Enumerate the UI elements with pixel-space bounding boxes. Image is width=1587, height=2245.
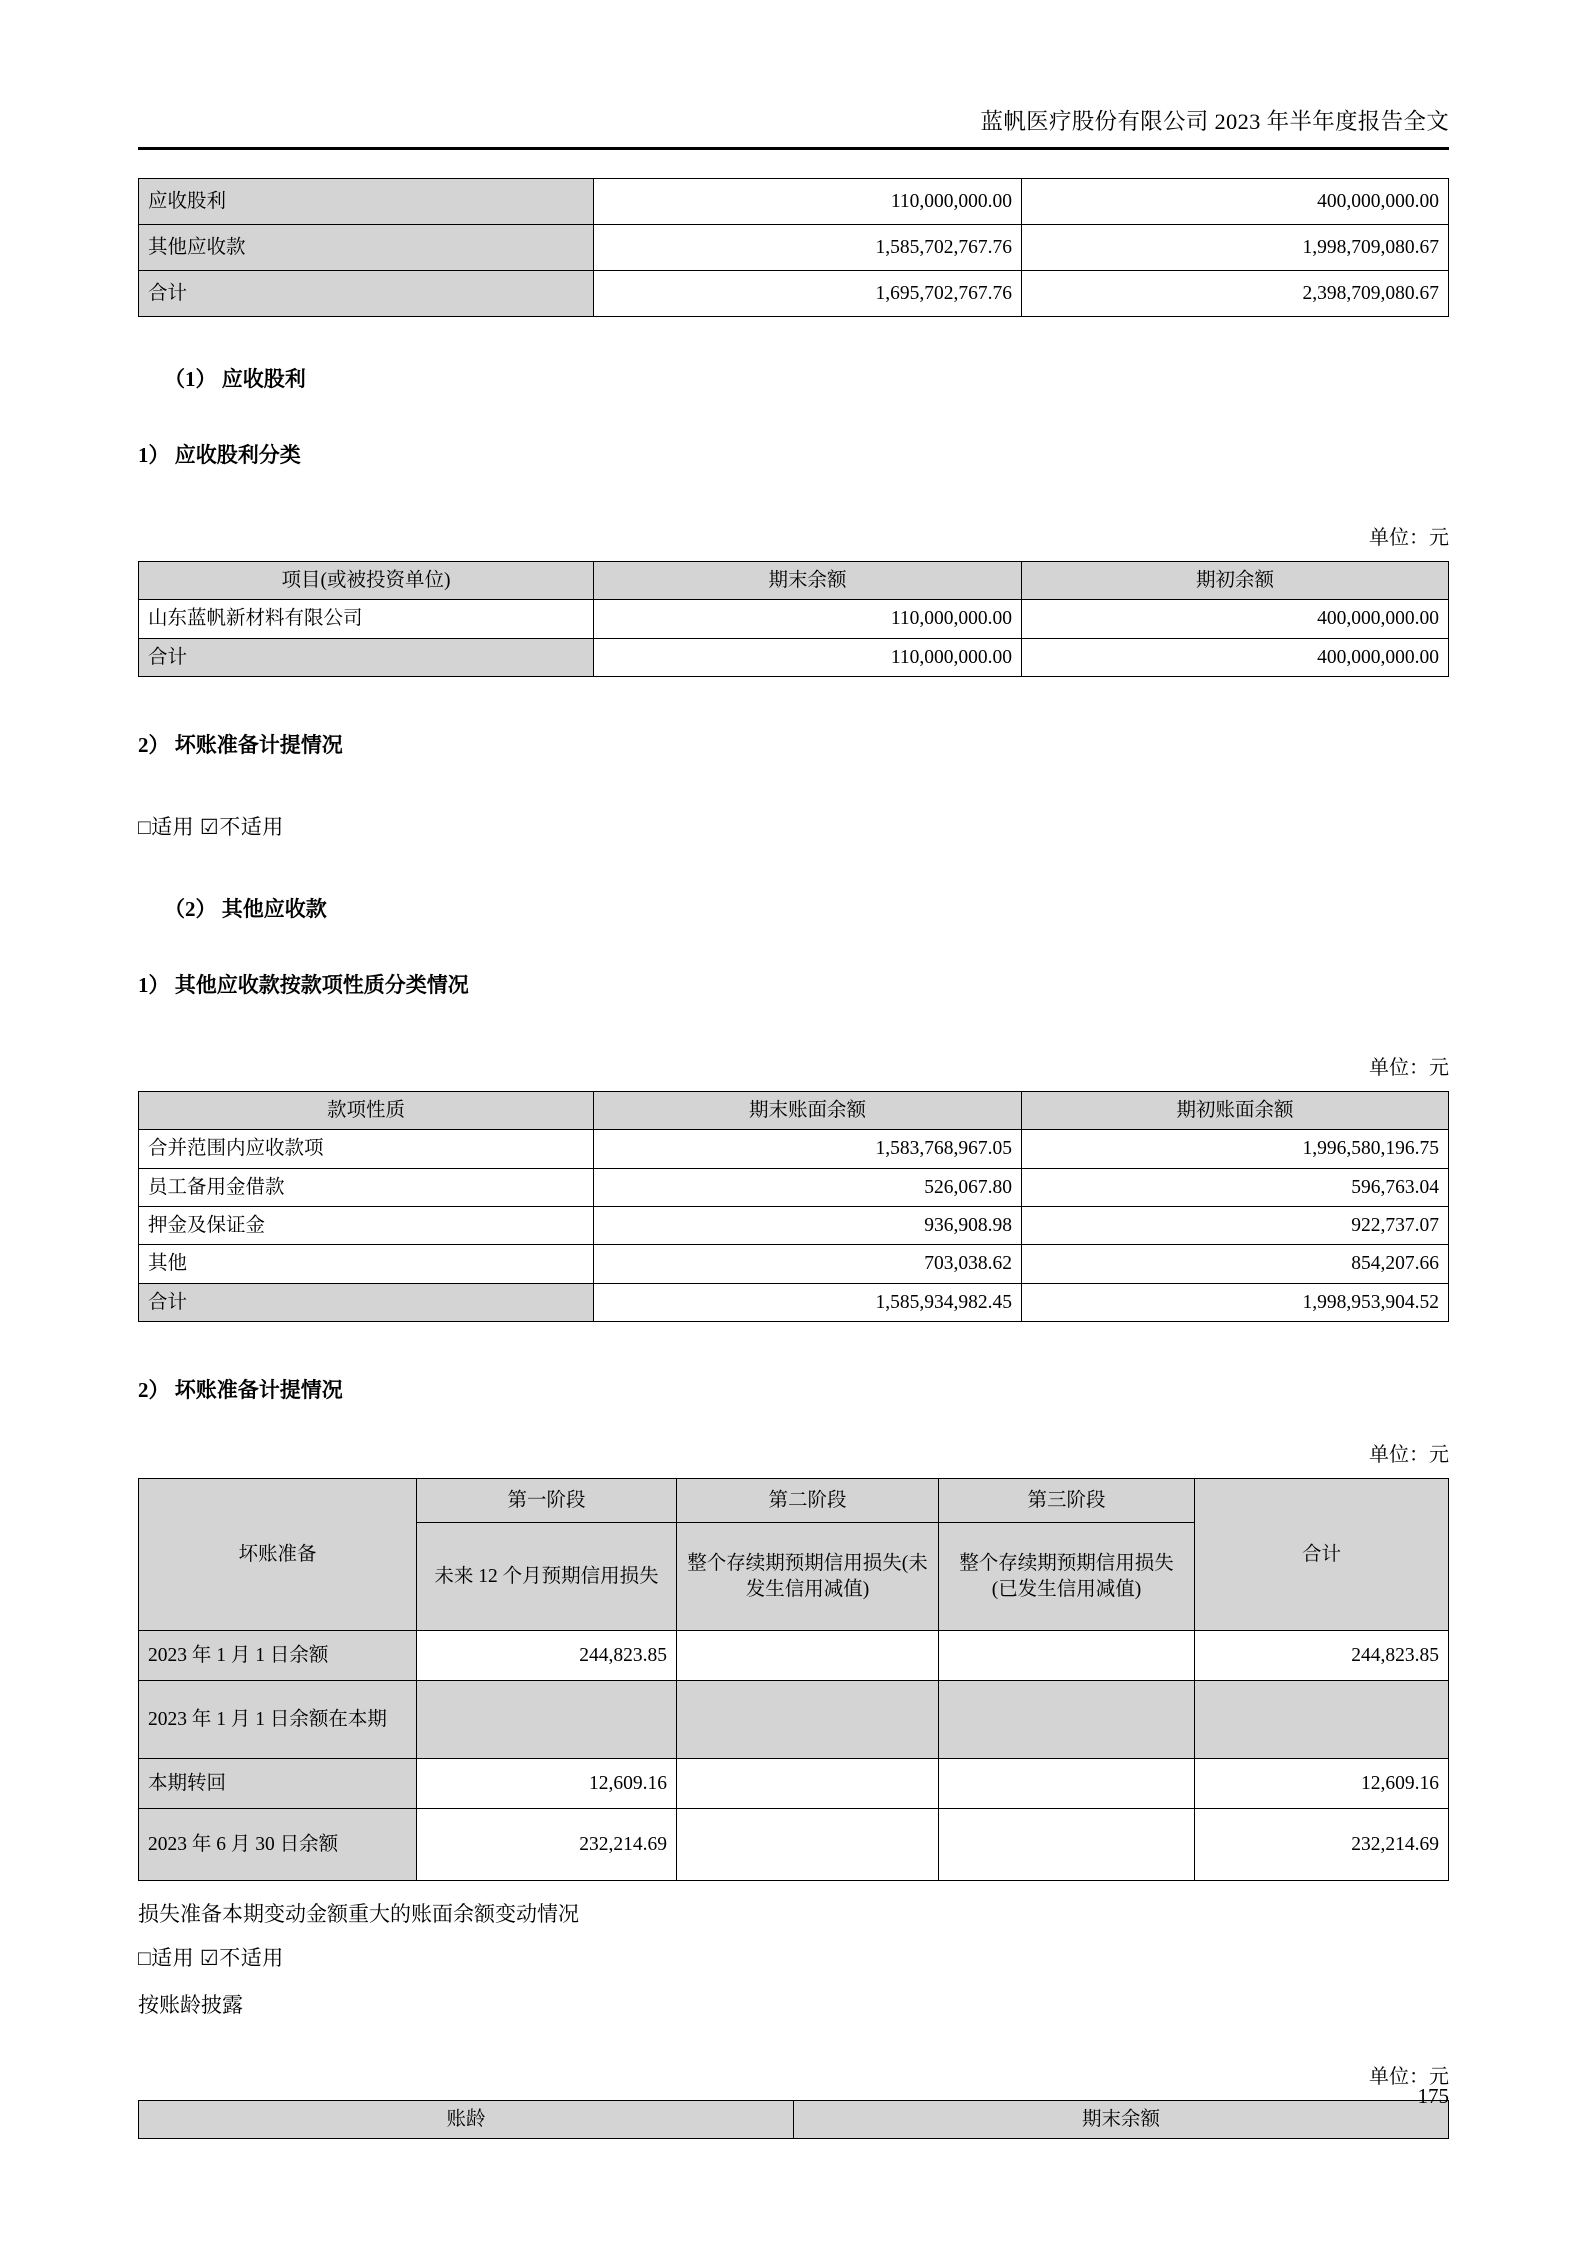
col-header-stage-3: 第三阶段 <box>939 1479 1195 1523</box>
cell-ending-balance: 1,585,934,982.45 <box>594 1283 1022 1321</box>
table-header-row <box>139 1092 1449 1130</box>
table-receivables-continuation <box>138 178 1449 317</box>
cell-ending-balance: 703,038.62 <box>594 1245 1022 1283</box>
cell-stage-2 <box>677 1681 939 1759</box>
running-header: 蓝帆医疗股份有限公司 2023 年半年度报告全文 <box>980 109 1449 134</box>
page-content <box>138 0 1449 2139</box>
page-number: 175 <box>1417 2084 1449 2108</box>
col-header-stage-2: 第二阶段 <box>677 1479 939 1523</box>
cell-ending-balance: 1,695,702,767.76 <box>594 271 1022 317</box>
heading-section-1: （1） 应收股利 <box>164 367 306 391</box>
col-header-total: 合计 <box>1195 1479 1449 1631</box>
cell-total <box>1195 1681 1449 1759</box>
col-header-stage-3-detail: 整个存续期预期信用损失(已发生信用减值) <box>939 1523 1195 1631</box>
applicable-checkbox-line-1: □适用 ☑不适用 <box>138 815 284 840</box>
note-significant-change: 损失准备本期变动金额重大的账面余额变动情况 <box>138 1902 579 1927</box>
cell-row-label: 2023 年 1 月 1 日余额 <box>139 1631 417 1681</box>
unit-label-bad-debt: 单位：元 <box>1369 1444 1449 1467</box>
heading-section-1-sub-1: 1） 应收股利分类 <box>138 443 301 467</box>
cell-stage-1: 244,823.85 <box>417 1631 677 1681</box>
cell-ending-balance: 1,585,702,767.76 <box>594 225 1022 271</box>
cell-beginning-balance: 596,763.04 <box>1022 1168 1449 1206</box>
table-row <box>139 179 1449 225</box>
cell-investee-name: 合计 <box>139 638 594 676</box>
table-row <box>139 1207 1449 1245</box>
cell-nature-name: 员工备用金借款 <box>139 1168 594 1206</box>
cell-total: 232,214.69 <box>1195 1809 1449 1881</box>
cell-stage-2 <box>677 1809 939 1881</box>
cell-item-name: 应收股利 <box>139 179 594 225</box>
cell-beginning-balance: 854,207.66 <box>1022 1245 1449 1283</box>
cell-stage-3 <box>939 1681 1195 1759</box>
heading-section-2-sub-2: 2） 坏账准备计提情况 <box>138 1378 343 1403</box>
cell-stage-3 <box>939 1759 1195 1809</box>
cell-ending-balance: 526,067.80 <box>594 1168 1022 1206</box>
col-header-aging: 账龄 <box>139 2100 794 2138</box>
table-header-row-stages <box>139 1479 1449 1523</box>
applicable-checkbox-line-2: □适用 ☑不适用 <box>138 1945 284 1970</box>
cell-beginning-balance: 1,998,709,080.67 <box>1022 225 1449 271</box>
cell-ending-balance: 110,000,000.00 <box>594 179 1022 225</box>
table-header-row <box>139 2100 1449 2138</box>
cell-stage-1: 12,609.16 <box>417 1759 677 1809</box>
cell-total: 244,823.85 <box>1195 1631 1449 1681</box>
col-header-bad-debt-provision: 坏账准备 <box>139 1479 417 1631</box>
heading-section-2-sub-1: 1） 其他应收款按款项性质分类情况 <box>138 973 469 998</box>
cell-ending-balance: 110,000,000.00 <box>594 638 1022 676</box>
col-header-stage-2-detail: 整个存续期预期信用损失(未发生信用减值) <box>677 1523 939 1631</box>
table-row-total <box>139 271 1449 317</box>
cell-row-label: 2023 年 1 月 1 日余额在本期 <box>139 1681 417 1759</box>
cell-stage-1 <box>417 1681 677 1759</box>
table-row <box>139 225 1449 271</box>
table-row-total <box>139 638 1449 676</box>
col-header-nature: 款项性质 <box>139 1092 594 1130</box>
unit-label-aging: 单位：元 <box>1369 2065 1449 2088</box>
cell-stage-2 <box>677 1759 939 1809</box>
cell-stage-1: 232,214.69 <box>417 1809 677 1881</box>
col-header-beginning: 期初余额 <box>1022 562 1449 600</box>
cell-row-label: 本期转回 <box>139 1759 417 1809</box>
cell-row-label: 2023 年 6 月 30 日余额 <box>139 1809 417 1881</box>
col-header-stage-1: 第一阶段 <box>417 1479 677 1523</box>
cell-total: 12,609.16 <box>1195 1759 1449 1809</box>
cell-item-name: 合计 <box>139 271 594 317</box>
cell-stage-2 <box>677 1631 939 1681</box>
table-row <box>139 600 1449 638</box>
table-row <box>139 1245 1449 1283</box>
cell-nature-name: 合计 <box>139 1283 594 1321</box>
table-dividends-receivable <box>138 561 1449 677</box>
cell-nature-name: 押金及保证金 <box>139 1207 594 1245</box>
table-aging-analysis <box>138 2100 1449 2139</box>
col-header-beginning-book: 期初账面余额 <box>1022 1092 1449 1130</box>
table-row-total <box>139 1283 1449 1321</box>
col-header-ending-balance: 期末余额 <box>794 2100 1449 2138</box>
col-header-ending: 期末余额 <box>594 562 1022 600</box>
cell-stage-3 <box>939 1631 1195 1681</box>
unit-label-dividends: 单位：元 <box>1369 527 1449 549</box>
cell-beginning-balance: 922,737.07 <box>1022 1207 1449 1245</box>
col-header-item: 项目(或被投资单位) <box>139 562 594 600</box>
cell-ending-balance: 110,000,000.00 <box>594 600 1022 638</box>
cell-item-name: 其他应收款 <box>139 225 594 271</box>
cell-ending-balance: 1,583,768,967.05 <box>594 1130 1022 1168</box>
cell-investee-name: 山东蓝帆新材料有限公司 <box>139 600 594 638</box>
cell-stage-3 <box>939 1809 1195 1881</box>
cell-beginning-balance: 400,000,000.00 <box>1022 638 1449 676</box>
table-header-row <box>139 562 1449 600</box>
table-bad-debt-provision <box>138 1478 1449 1881</box>
cell-beginning-balance: 400,000,000.00 <box>1022 600 1449 638</box>
cell-nature-name: 合并范围内应收款项 <box>139 1130 594 1168</box>
unit-label-other-receivables: 单位：元 <box>1369 1057 1449 1080</box>
heading-section-2: （2） 其他应收款 <box>164 897 327 922</box>
col-header-stage-1-detail: 未来 12 个月预期信用损失 <box>417 1523 677 1631</box>
cell-nature-name: 其他 <box>139 1245 594 1283</box>
cell-beginning-balance: 1,996,580,196.75 <box>1022 1130 1449 1168</box>
cell-beginning-balance: 2,398,709,080.67 <box>1022 271 1449 317</box>
cell-ending-balance: 936,908.98 <box>594 1207 1022 1245</box>
note-aging-disclosure: 按账龄披露 <box>138 1992 243 2017</box>
table-row <box>139 1759 1449 1809</box>
table-row <box>139 1130 1449 1168</box>
table-row <box>139 1681 1449 1759</box>
heading-section-1-sub-2: 2） 坏账准备计提情况 <box>138 733 343 758</box>
col-header-ending-book: 期末账面余额 <box>594 1092 1022 1130</box>
table-row <box>139 1631 1449 1681</box>
table-row <box>139 1809 1449 1881</box>
cell-beginning-balance: 1,998,953,904.52 <box>1022 1283 1449 1321</box>
cell-beginning-balance: 400,000,000.00 <box>1022 179 1449 225</box>
table-row <box>139 1168 1449 1206</box>
table-other-receivables-by-nature <box>138 1091 1449 1322</box>
